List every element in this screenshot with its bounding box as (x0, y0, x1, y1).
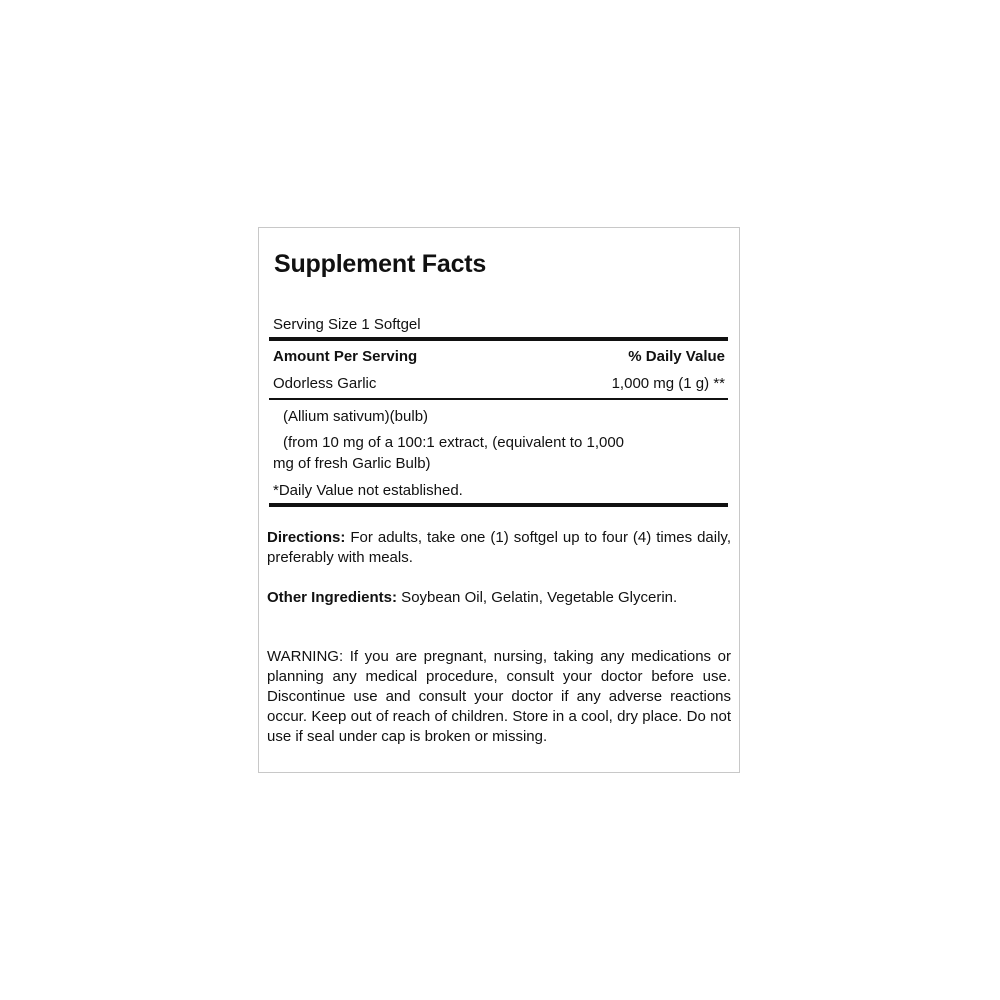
panel-title: Supplement Facts (274, 250, 487, 278)
warning-paragraph: WARNING: If you are pregnant, nursing, taking any medications or planning any medical procedure, consult your doctor before use. Discontinue use and consult your doctor if any adverse reactions occur. Keep out of reach of children. Store in a cool, dry place. Do not use if seal under cap is broken or missing. (267, 648, 731, 745)
thick-divider (269, 503, 728, 507)
divider (269, 398, 728, 400)
supplement-facts-panel (258, 227, 740, 773)
ingredient-amount: 1,000 mg (1 g) ** (611, 375, 725, 392)
directions-paragraph (267, 528, 731, 568)
daily-value-header: % Daily Value (628, 348, 725, 365)
directions-text: For adults, take one (1) softgel up to four (4) times daily, preferably with meals. (267, 529, 731, 566)
other-ingredients-heading: Other Ingredients: (267, 589, 398, 606)
header-row (273, 348, 725, 365)
serving-size: Serving Size 1 Softgel (273, 316, 421, 333)
other-ingredients-text: Soybean Oil, Gelatin, Vegetable Glycerin. (397, 589, 678, 606)
ingredient-detail-line: (from 10 mg of a 100:1 extract, (equivalent to 1,000 (283, 434, 625, 451)
ingredient-name: Odorless Garlic (273, 375, 377, 392)
ingredient-detail-line: mg of fresh Garlic Bulb) (273, 455, 431, 472)
thick-divider (269, 337, 728, 341)
ingredient-detail-line: (Allium sativum)(bulb) (283, 408, 429, 425)
footnote: *Daily Value not established. (273, 482, 463, 499)
amount-per-serving-header: Amount Per Serving (273, 348, 418, 365)
directions-heading: Directions: (267, 529, 346, 546)
other-ingredients-paragraph (267, 588, 731, 608)
ingredient-row (273, 375, 725, 392)
